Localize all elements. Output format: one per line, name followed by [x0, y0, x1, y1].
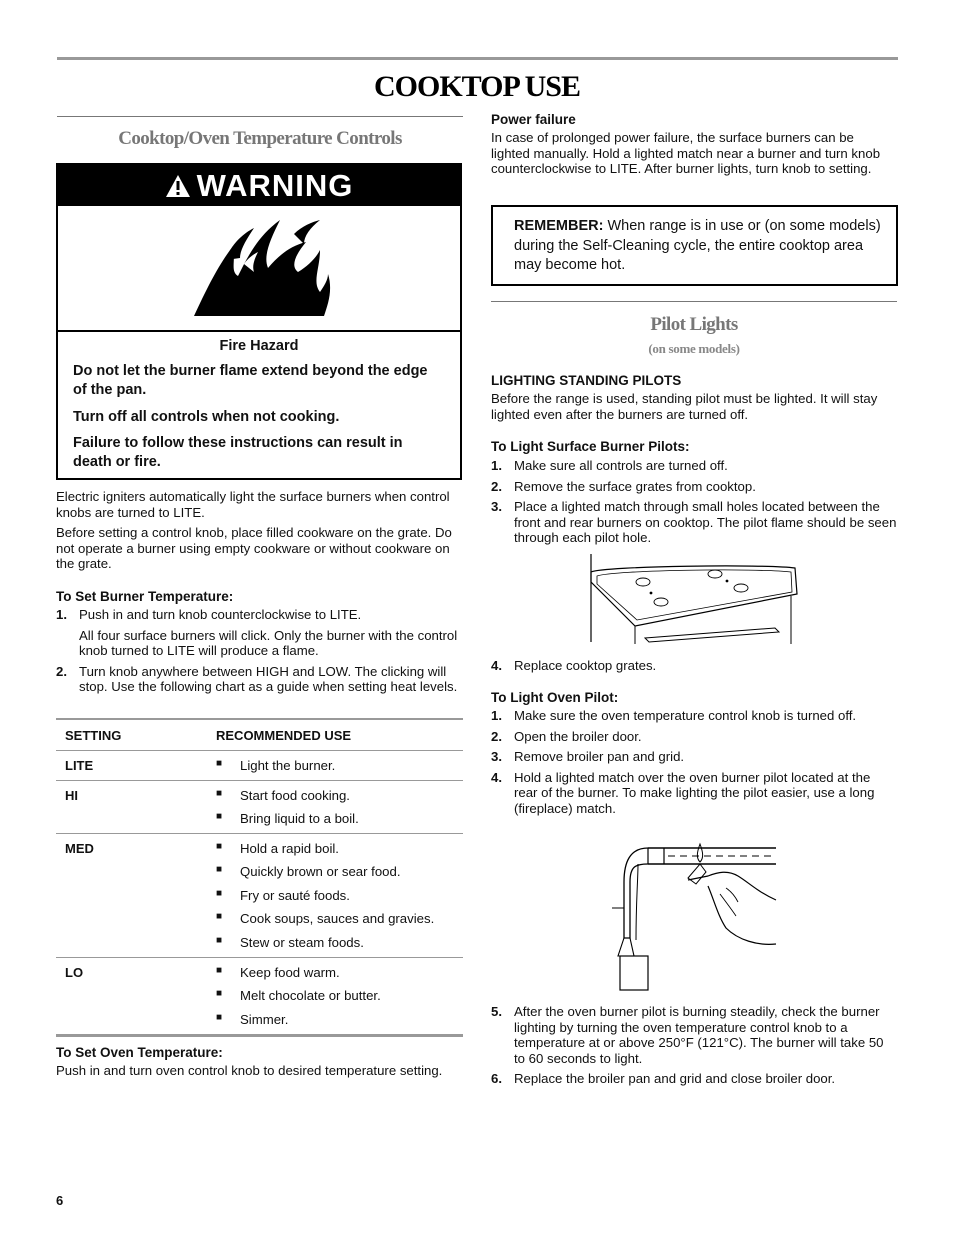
- table-row: MED ■ Hold a rapid boil. ■ Quickly brown or sear food. ■ Fry or sauté foods. ■ Cook soups, sauces and gravies. ■ Stew or steam foods.: [56, 833, 463, 957]
- bullet-icon: ■: [216, 788, 223, 799]
- list-item: 2. Open the broiler door.: [491, 728, 642, 744]
- oven-pilot-heading: To Light Oven Pilot:: [491, 690, 619, 705]
- list-item: 3. Remove broiler pan and grid.: [491, 749, 685, 764]
- list-item: 1. Make sure the oven temperature control knob is turned off.: [491, 708, 857, 723]
- top-rule: [57, 57, 898, 60]
- page-number: 6: [56, 1193, 64, 1208]
- list-item: 4. Hold a lighted match over the oven burner pilot located at the rear of the burner. To make lighting the pilot easier, use a long (fireplace) match.: [491, 769, 875, 816]
- power-failure-heading: Power failure: [491, 112, 576, 127]
- section-subtitle-pilot: (on some models): [648, 341, 740, 356]
- table-row: HI ■ Start food cooking. ■ Bring liquid to a boil.: [56, 780, 463, 833]
- surface-steps: [491, 458, 897, 551]
- bullet-icon: ■: [216, 988, 223, 1000]
- table-row: LO ■ Keep food warm. ■ Melt chocolate or butter. ■ Simmer.: [56, 957, 463, 1034]
- remember-box: [491, 205, 898, 286]
- section-title-controls: Cooktop/Oven Temperature Controls: [118, 128, 402, 149]
- bullet-icon: ■: [216, 965, 223, 976]
- list-item: 4. Replace cooktop grates.: [491, 658, 657, 673]
- bullet-icon: ■: [216, 841, 223, 852]
- power-failure-text: In case of prolonged power failure, the surface burners can be lighted manually. Hold a lighted match near a burner and turn knob counterclockwise to LITE. After burner lights, turn knob to setting.: [491, 130, 881, 176]
- standing-pilots-text: Before the range is used, standing pilot must be lighted. It will stay lighted even after the burners are turned off.: [491, 391, 878, 422]
- table-header-setting: SETTING: [65, 728, 122, 743]
- page-title: COOKTOP USE: [373, 70, 580, 103]
- hazard-title: Fire Hazard: [219, 338, 299, 354]
- warning-triangle-icon: [165, 174, 191, 198]
- oven-pilot-illustration: [608, 840, 780, 992]
- burner-steps: [56, 607, 463, 700]
- warning-header: [58, 165, 460, 206]
- list-item: 3. Place a lighted match through small holes located between the front and rear burners on cooktop. The pilot flame should be seen through each pilot hole.: [491, 499, 897, 545]
- bullet-icon: ■: [216, 811, 223, 823]
- bullet-icon: ■: [216, 758, 223, 769]
- list-item: 2. Remove the surface grates from cooktop.: [491, 478, 756, 494]
- list-item: 1. Push in and turn knob counterclockwise to LITE.: [56, 607, 362, 622]
- warning-line-3: Failure to follow these instructions can result in death or fire.: [73, 435, 403, 470]
- oven-temp-heading: To Set Oven Temperature:: [56, 1045, 223, 1060]
- left-section-rule: [57, 116, 463, 117]
- heat-setting-table: [56, 718, 463, 1037]
- oven-pilot-steps: [491, 708, 897, 821]
- warning-line-1: Do not let the burner flame extend beyond the edge of the pan.: [73, 363, 428, 398]
- warning-label: WARNING: [196, 167, 354, 203]
- warning-box: [56, 163, 462, 480]
- bullet-icon: ■: [216, 1011, 223, 1023]
- intro-paragraph-2: Before setting a control knob, place filled cookware on the grate. Do not operate a burner using empty cookware or without cookware on the grate.: [56, 525, 452, 571]
- bullet-icon: ■: [216, 864, 223, 876]
- oven-pilot-steps-after: [491, 1004, 897, 1092]
- intro-paragraph-1: Electric igniters automatically light the surface burners when control knobs are turned to LITE.: [56, 489, 450, 520]
- remember-label: REMEMBER:: [514, 218, 604, 234]
- list-item: All four surface burners will click. Only the burner with the control knob turned to LITE will produce a flame.: [79, 627, 458, 658]
- list-item: 5. After the oven burner pilot is burning steadily, check the burner lighting by turning the oven temperature control knob to a temperature at or above 250°F (121°C). The burner will take 50 to 60 seconds to light.: [491, 1004, 884, 1066]
- surface-step-4: [491, 658, 897, 679]
- fire-icon: [58, 206, 460, 332]
- oven-temp-text: Push in and turn oven control knob to desired temperature setting.: [56, 1063, 443, 1078]
- bullet-icon: ■: [216, 887, 223, 899]
- burner-heading: To Set Burner Temperature:: [56, 589, 234, 604]
- table-row: LITE ■ Light the burner.: [56, 750, 463, 780]
- list-item: 6. Replace the broiler pan and grid and close broiler door.: [491, 1071, 836, 1086]
- table-header-use: RECOMMENDED USE: [216, 728, 352, 743]
- section-title-pilot-lights: Pilot Lights: [650, 314, 738, 335]
- table-header: [56, 720, 463, 750]
- list-item: 2. Turn knob anywhere between HIGH and LOW. The clicking will stop. Use the following chart as a guide when setting heat levels.: [56, 663, 458, 694]
- right-section-rule: [491, 301, 897, 302]
- warning-line-2: Turn off all controls when not cooking.: [73, 409, 340, 425]
- bullet-icon: ■: [216, 911, 223, 923]
- list-item: 1. Make sure all controls are turned off.: [491, 458, 728, 473]
- standing-pilots-heading: LIGHTING STANDING PILOTS: [491, 373, 682, 388]
- surface-pilots-heading: To Light Surface Burner Pilots:: [491, 439, 690, 454]
- remember-text: When range is in use or (on some models) during the Self-Cleaning cycle, the entire cooktop area may become hot.: [514, 218, 881, 273]
- bullet-icon: ■: [216, 934, 223, 946]
- cooktop-illustration: [585, 552, 805, 644]
